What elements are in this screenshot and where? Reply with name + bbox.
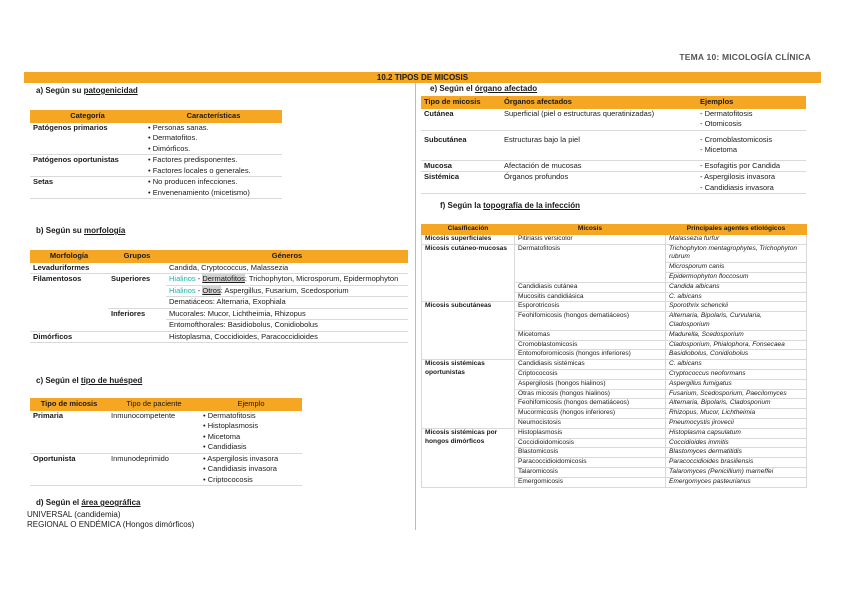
example-item: - Micetoma — [700, 145, 738, 154]
agent-cell: Microsporum canis — [666, 263, 807, 273]
list-item: • Envenenamiento (micetismo) — [148, 188, 279, 199]
example-item: - Aspergilosis invasora — [700, 172, 776, 181]
table-row — [422, 234, 807, 244]
section-f-heading: f) Según la topografía de la infección — [440, 201, 581, 210]
classification-cell: Micosis cutáneo-mucosas — [422, 244, 515, 302]
example-item: - Dermatofitosis — [700, 108, 753, 118]
col-header: Categoría — [30, 111, 145, 123]
mycosis-cell: Entomoforomicosis (hongos inferiores) — [515, 350, 666, 360]
classification-cell: Micosis sistémicas oportunistas — [422, 360, 515, 429]
list-item: • No producen infecciones. — [148, 177, 279, 188]
patient-cell: Inmunodeprimido — [108, 453, 200, 486]
mycosis-cell: Blastomicosis — [515, 448, 666, 458]
mycosis-cell: Candidiasis cutánea — [515, 282, 666, 292]
mycosis-cell: Criptococosis — [515, 369, 666, 379]
table-row — [30, 331, 408, 343]
agent-cell: Pneumocystis jirovecii — [666, 418, 807, 428]
genera-cell: Entomofthorales: Basidiobolus, Conidiobolus — [166, 320, 408, 332]
section-e-heading: e) Según el órgano afectado — [430, 84, 538, 93]
genera-cell: Mucorales: Mucor, Lichtheimia, Rhizopus — [166, 308, 408, 320]
mycosis-cell: Candidiasis sistémicas — [515, 360, 666, 370]
mycosis-cell: Coccidioidomicosis — [515, 438, 666, 448]
topografia-table — [421, 224, 807, 488]
mycosis-cell: Otras micosis (hongos hialinos) — [515, 389, 666, 399]
agent-cell: Coccidioides immitis — [666, 438, 807, 448]
section-d-heading: d) Según el área geográfica — [36, 498, 141, 507]
table-row — [30, 177, 282, 199]
agent-cell: Fusarium, Scedosporium, Paecilomyces — [666, 389, 807, 399]
agent-cell: Talaromyces (Penicillium) marneffei — [666, 467, 807, 477]
geographic-regional: REGIONAL O ENDÉMICA (Hongos dimórficos) — [27, 520, 195, 529]
mycosis-cell: Talaromicosis — [515, 467, 666, 477]
example-item: - Candidiasis invasora — [700, 182, 774, 192]
table-row — [422, 360, 807, 370]
mycosis-cell: Mucormicosis (hongos inferiores) — [515, 409, 666, 419]
genera-cell: Hialinos - Dermatofitos: Trichophyton, Microsporum, Epidermophyton — [166, 274, 408, 286]
mycosis-cell: Pitiriasis versicolor — [515, 234, 666, 244]
agent-cell: Candida albicans — [666, 282, 807, 292]
col-header: Tipo de micosis — [421, 97, 501, 109]
morphology-cell: Dimórficos — [30, 331, 108, 343]
agent-cell: C. albicans — [666, 292, 807, 302]
category-cell: Patógenos primarios — [30, 122, 145, 155]
type-cell: Mucosa — [421, 160, 501, 172]
mycosis-cell: Emergomicosis — [515, 477, 666, 487]
morphology-cell: Filamentosos — [30, 274, 108, 332]
table-row — [422, 244, 807, 263]
col-header: Órganos afectados — [501, 97, 697, 109]
classification-cell: Micosis subcutáneas — [422, 302, 515, 360]
col-header: Grupos — [108, 251, 166, 263]
agent-cell: Cryptococcus neoformans — [666, 369, 807, 379]
table-row — [421, 160, 806, 172]
geographic-universal: UNIVERSAL (candidemia) — [27, 510, 121, 519]
classification-cell: Micosis superficiales — [422, 234, 515, 244]
agent-cell: Cladosporium, Phialophora, Fonsecaea — [666, 340, 807, 350]
table-row — [421, 172, 806, 194]
genera-cell: Candida, Cryptococcus, Malassezia — [166, 262, 408, 274]
list-item: • Histoplasmosis — [203, 421, 299, 432]
mycosis-cell: Dermatofitosis — [515, 244, 666, 282]
patogenicidad-table — [30, 110, 282, 199]
mycosis-cell: Histoplasmosis — [515, 428, 666, 438]
example-item: - Esofagitis por Candida — [700, 160, 781, 170]
agent-cell: Malassezia furfur — [666, 234, 807, 244]
agent-cell: Histoplasma capsulatum — [666, 428, 807, 438]
col-header: Micosis — [515, 225, 666, 235]
mycosis-cell: Cromoblastomicosis — [515, 340, 666, 350]
list-item: • Candidiasis invasora — [203, 464, 299, 475]
mycosis-cell: Neumocistosis — [515, 418, 666, 428]
organs-cell: Superficial (piel o estructuras queratinizadas) — [501, 108, 697, 130]
category-cell: Setas — [30, 177, 145, 199]
type-cell: Sistémica — [421, 172, 501, 194]
col-header: Tipo de micosis — [30, 399, 108, 411]
col-header: Tipo de paciente — [108, 399, 200, 411]
organs-cell: Órganos profundos — [501, 172, 697, 194]
table-row — [30, 262, 408, 274]
table-row — [30, 122, 282, 155]
mycosis-cell: Paracoccidioidomicosis — [515, 458, 666, 468]
category-cell: Patógenos oportunistas — [30, 155, 145, 177]
list-item: • Personas sanas. — [148, 123, 279, 134]
list-item: • Aspergilosis invasora — [203, 454, 299, 465]
morphology-cell: Levaduriformes — [30, 262, 108, 274]
column-divider — [415, 83, 416, 530]
agent-cell: Emergomyces pasteurianus — [666, 477, 807, 487]
genera-cell: Hialinos - Otros: Aspergillus, Fusarium, Scedosporium — [166, 285, 408, 297]
agent-cell: Alternaria, Bipolaris, Cladosporium — [666, 399, 807, 409]
table-row — [422, 302, 807, 312]
list-item: • Dermatofitos. — [148, 133, 279, 144]
group-cell: Inferiores — [108, 308, 166, 331]
agent-cell: Epidermophyton floccosum — [666, 272, 807, 282]
agent-cell: Blastomyces dermatitidis — [666, 448, 807, 458]
mycosis-cell: Feohifomicosis (hongos dematiáceos) — [515, 312, 666, 331]
agent-cell: Aspergillus fumigatus — [666, 379, 807, 389]
table-row — [30, 453, 302, 486]
organo-table — [421, 96, 806, 194]
table-row — [422, 428, 807, 438]
agent-cell: Paracoccidioides brasiliensis — [666, 458, 807, 468]
huesped-table — [30, 398, 302, 486]
example-item: - Otomicosis — [700, 119, 742, 128]
example-item: - Cromoblastomicosis — [700, 134, 773, 144]
table-row — [30, 410, 302, 453]
mycosis-cell: Esporotricosis — [515, 302, 666, 312]
agent-cell: Basidiobolus, Conidiobolus — [666, 350, 807, 360]
agent-cell: C. albicans — [666, 360, 807, 370]
table-row — [421, 130, 806, 160]
col-header: Ejemplos — [697, 97, 806, 109]
type-cell: Cutánea — [421, 108, 501, 130]
mycosis-cell: Micetomas — [515, 330, 666, 340]
list-item: • Dimórficos. — [148, 144, 279, 155]
agent-cell: Rhizopus, Mucor, Lichtheimia — [666, 409, 807, 419]
section-b-heading: b) Según su morfología — [36, 226, 126, 235]
group-cell: Superiores — [108, 274, 166, 309]
table-row — [30, 155, 282, 177]
section-a-heading: a) Según su patogenicidad — [36, 86, 138, 95]
agent-cell: Alternaria, Bipolaris, Curvularia, Cladosporium — [666, 312, 807, 331]
col-header: Géneros — [166, 251, 408, 263]
organs-cell: Afectación de mucosas — [501, 160, 697, 172]
type-cell: Primaria — [30, 410, 108, 453]
agent-cell: Trichophyton mentagrophytes, Trichophyton rubrum — [666, 244, 807, 263]
section-c-heading: c) Según el tipo de huésped — [36, 376, 143, 385]
list-item: • Micetoma — [203, 432, 299, 443]
col-header: Morfología — [30, 251, 108, 263]
table-row — [421, 108, 806, 130]
col-header: Ejemplo — [200, 399, 302, 411]
section-banner: 10.2 TIPOS DE MICOSIS — [24, 72, 821, 83]
mycosis-cell: Aspergilosis (hongos hialinos) — [515, 379, 666, 389]
classification-cell: Micosis sistémicas por hongos dimórficos — [422, 428, 515, 487]
agent-cell: Sporothrix schenckii — [666, 302, 807, 312]
list-item: • Criptococosis — [203, 475, 299, 486]
type-cell: Oportunista — [30, 453, 108, 486]
list-item: • Candidiasis — [203, 442, 299, 453]
genera-cell: Dematiáceos: Alternaria, Exophiala — [166, 297, 408, 309]
mycosis-cell: Mucositis candidiásica — [515, 292, 666, 302]
type-cell: Subcutánea — [421, 130, 501, 160]
mycosis-cell: Feohifomicosis (hongos dematiáceos) — [515, 399, 666, 409]
list-item: • Factores predisponentes. — [148, 155, 279, 166]
col-header: Clasificación — [422, 225, 515, 235]
col-header: Principales agentes etiológicos — [666, 225, 807, 235]
document-title: TEMA 10: MICOLOGÍA CLÍNICA — [679, 52, 811, 62]
agent-cell: Madurella, Scedosporium — [666, 330, 807, 340]
organs-cell: Estructuras bajo la piel — [501, 130, 697, 160]
table-row — [30, 274, 408, 286]
genera-cell: Histoplasma, Coccidioides, Paracoccidioides — [166, 331, 408, 343]
morfologia-table — [30, 250, 408, 343]
list-item: • Factores locales o generales. — [148, 166, 279, 177]
col-header: Características — [145, 111, 282, 123]
list-item: • Dermatofitosis — [203, 411, 299, 422]
patient-cell: Inmunocompetente — [108, 410, 200, 453]
